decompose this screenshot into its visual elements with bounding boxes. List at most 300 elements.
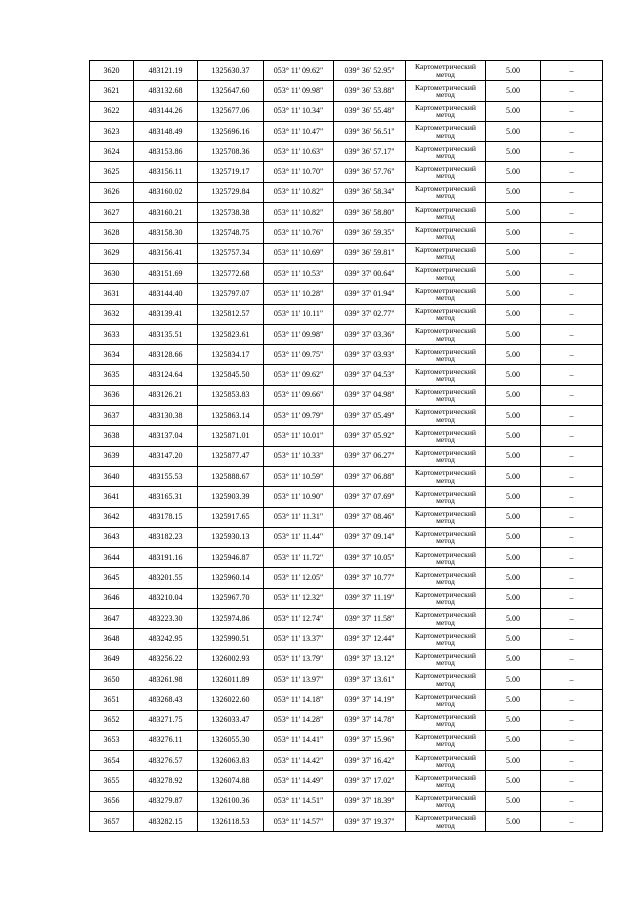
- point-number-cell: 3626: [90, 182, 134, 202]
- x-coordinate-cell: 483223.30: [134, 609, 198, 629]
- table-row: [90, 446, 603, 466]
- latitude-cell: 053° 11' 14.49": [264, 771, 334, 791]
- x-coordinate-cell: 483279.87: [134, 791, 198, 811]
- y-coordinate-cell: 1325853.83: [198, 385, 264, 405]
- method-cell: Картометрический метод: [406, 324, 486, 344]
- note-cell: –: [541, 690, 603, 710]
- x-coordinate-cell: 483135.51: [134, 324, 198, 344]
- note-cell: –: [541, 446, 603, 466]
- point-number-cell: 3627: [90, 203, 134, 223]
- table-row: [90, 730, 603, 750]
- table-row: [90, 142, 603, 162]
- longitude-cell: 039° 37' 02.77": [334, 304, 406, 324]
- accuracy-cell: 5.00: [486, 345, 541, 365]
- table-row: [90, 61, 603, 81]
- point-number-cell: 3649: [90, 649, 134, 669]
- table-row: [90, 751, 603, 771]
- point-number-cell: 3621: [90, 81, 134, 101]
- longitude-cell: 039° 36' 56.51": [334, 121, 406, 141]
- latitude-cell: 053° 11' 10.76": [264, 223, 334, 243]
- table-row: [90, 466, 603, 486]
- longitude-cell: 039° 37' 05.92": [334, 426, 406, 446]
- x-coordinate-cell: 483160.02: [134, 182, 198, 202]
- x-coordinate-cell: 483132.68: [134, 81, 198, 101]
- latitude-cell: 053° 11' 14.57": [264, 811, 334, 831]
- accuracy-cell: 5.00: [486, 142, 541, 162]
- accuracy-cell: 5.00: [486, 385, 541, 405]
- longitude-cell: 039° 37' 13.61": [334, 669, 406, 689]
- note-cell: –: [541, 406, 603, 426]
- note-cell: –: [541, 527, 603, 547]
- table-row: [90, 426, 603, 446]
- table-row: [90, 669, 603, 689]
- note-cell: –: [541, 263, 603, 283]
- x-coordinate-cell: 483147.20: [134, 446, 198, 466]
- y-coordinate-cell: 1325823.61: [198, 324, 264, 344]
- longitude-cell: 039° 36' 59.81": [334, 243, 406, 263]
- x-coordinate-cell: 483128.66: [134, 345, 198, 365]
- table-row: [90, 791, 603, 811]
- y-coordinate-cell: 1325871.01: [198, 426, 264, 446]
- method-cell: Картометрический метод: [406, 568, 486, 588]
- y-coordinate-cell: 1325903.39: [198, 487, 264, 507]
- x-coordinate-cell: 483268.43: [134, 690, 198, 710]
- table-row: [90, 527, 603, 547]
- table-row: [90, 710, 603, 730]
- latitude-cell: 053° 11' 10.82": [264, 203, 334, 223]
- accuracy-cell: 5.00: [486, 791, 541, 811]
- x-coordinate-cell: 483201.55: [134, 568, 198, 588]
- method-cell: Картометрический метод: [406, 182, 486, 202]
- table-row: [90, 223, 603, 243]
- longitude-cell: 039° 37' 06.88": [334, 466, 406, 486]
- accuracy-cell: 5.00: [486, 203, 541, 223]
- y-coordinate-cell: 1325863.14: [198, 406, 264, 426]
- accuracy-cell: 5.00: [486, 811, 541, 831]
- latitude-cell: 053° 11' 10.33": [264, 446, 334, 466]
- accuracy-cell: 5.00: [486, 243, 541, 263]
- table-row: [90, 588, 603, 608]
- latitude-cell: 053° 11' 13.79": [264, 649, 334, 669]
- note-cell: –: [541, 101, 603, 121]
- x-coordinate-cell: 483153.86: [134, 142, 198, 162]
- method-cell: Картометрический метод: [406, 365, 486, 385]
- point-number-cell: 3634: [90, 345, 134, 365]
- table-row: [90, 649, 603, 669]
- note-cell: –: [541, 182, 603, 202]
- point-number-cell: 3639: [90, 446, 134, 466]
- longitude-cell: 039° 37' 13.12": [334, 649, 406, 669]
- method-cell: Картометрический метод: [406, 771, 486, 791]
- note-cell: –: [541, 243, 603, 263]
- table-row: [90, 101, 603, 121]
- accuracy-cell: 5.00: [486, 446, 541, 466]
- longitude-cell: 039° 37' 03.93": [334, 345, 406, 365]
- longitude-cell: 039° 37' 10.05": [334, 548, 406, 568]
- point-number-cell: 3648: [90, 629, 134, 649]
- method-cell: Картометрический метод: [406, 81, 486, 101]
- accuracy-cell: 5.00: [486, 101, 541, 121]
- x-coordinate-cell: 483182.23: [134, 527, 198, 547]
- x-coordinate-cell: 483191.16: [134, 548, 198, 568]
- accuracy-cell: 5.00: [486, 466, 541, 486]
- y-coordinate-cell: 1326011.89: [198, 669, 264, 689]
- table-row: [90, 690, 603, 710]
- longitude-cell: 039° 37' 03.36": [334, 324, 406, 344]
- point-number-cell: 3637: [90, 406, 134, 426]
- method-cell: Картометрический метод: [406, 527, 486, 547]
- y-coordinate-cell: 1325772.68: [198, 263, 264, 283]
- longitude-cell: 039° 37' 11.19": [334, 588, 406, 608]
- note-cell: –: [541, 223, 603, 243]
- y-coordinate-cell: 1326100.36: [198, 791, 264, 811]
- y-coordinate-cell: 1325990.51: [198, 629, 264, 649]
- accuracy-cell: 5.00: [486, 81, 541, 101]
- table-row: [90, 304, 603, 324]
- latitude-cell: 053° 11' 12.74": [264, 609, 334, 629]
- latitude-cell: 053° 11' 11.31": [264, 507, 334, 527]
- longitude-cell: 039° 37' 15.96": [334, 730, 406, 750]
- x-coordinate-cell: 483276.11: [134, 730, 198, 750]
- accuracy-cell: 5.00: [486, 710, 541, 730]
- latitude-cell: 053° 11' 10.82": [264, 182, 334, 202]
- longitude-cell: 039° 37' 14.78": [334, 710, 406, 730]
- accuracy-cell: 5.00: [486, 426, 541, 446]
- y-coordinate-cell: 1325797.07: [198, 284, 264, 304]
- x-coordinate-cell: 483242.95: [134, 629, 198, 649]
- point-number-cell: 3638: [90, 426, 134, 446]
- method-cell: Картометрический метод: [406, 629, 486, 649]
- table-row: [90, 162, 603, 182]
- longitude-cell: 039° 37' 04.98": [334, 385, 406, 405]
- longitude-cell: 039° 37' 01.94": [334, 284, 406, 304]
- point-number-cell: 3640: [90, 466, 134, 486]
- point-number-cell: 3644: [90, 548, 134, 568]
- point-number-cell: 3628: [90, 223, 134, 243]
- note-cell: –: [541, 771, 603, 791]
- latitude-cell: 053° 11' 13.97": [264, 669, 334, 689]
- note-cell: –: [541, 548, 603, 568]
- coordinates-table: [89, 60, 603, 832]
- latitude-cell: 053° 11' 10.11": [264, 304, 334, 324]
- longitude-cell: 039° 37' 10.77": [334, 568, 406, 588]
- point-number-cell: 3643: [90, 527, 134, 547]
- point-number-cell: 3636: [90, 385, 134, 405]
- longitude-cell: 039° 37' 12.44": [334, 629, 406, 649]
- y-coordinate-cell: 1325877.47: [198, 446, 264, 466]
- x-coordinate-cell: 483210.04: [134, 588, 198, 608]
- longitude-cell: 039° 37' 14.19": [334, 690, 406, 710]
- note-cell: –: [541, 507, 603, 527]
- y-coordinate-cell: 1325708.36: [198, 142, 264, 162]
- point-number-cell: 3651: [90, 690, 134, 710]
- note-cell: –: [541, 324, 603, 344]
- y-coordinate-cell: 1325974.86: [198, 609, 264, 629]
- latitude-cell: 053° 11' 14.41": [264, 730, 334, 750]
- point-number-cell: 3654: [90, 751, 134, 771]
- x-coordinate-cell: 483282.15: [134, 811, 198, 831]
- longitude-cell: 039° 37' 08.46": [334, 507, 406, 527]
- latitude-cell: 053° 11' 10.01": [264, 426, 334, 446]
- note-cell: –: [541, 669, 603, 689]
- longitude-cell: 039° 36' 58.34": [334, 182, 406, 202]
- note-cell: –: [541, 304, 603, 324]
- note-cell: –: [541, 568, 603, 588]
- table-row: [90, 284, 603, 304]
- method-cell: Картометрический метод: [406, 730, 486, 750]
- latitude-cell: 053° 11' 12.32": [264, 588, 334, 608]
- table-row: [90, 487, 603, 507]
- y-coordinate-cell: 1325812.57: [198, 304, 264, 324]
- note-cell: –: [541, 203, 603, 223]
- x-coordinate-cell: 483156.11: [134, 162, 198, 182]
- method-cell: Картометрический метод: [406, 304, 486, 324]
- note-cell: –: [541, 751, 603, 771]
- method-cell: Картометрический метод: [406, 669, 486, 689]
- method-cell: Картометрический метод: [406, 345, 486, 365]
- x-coordinate-cell: 483137.04: [134, 426, 198, 446]
- y-coordinate-cell: 1326022.60: [198, 690, 264, 710]
- x-coordinate-cell: 483256.22: [134, 649, 198, 669]
- point-number-cell: 3623: [90, 121, 134, 141]
- latitude-cell: 053° 11' 10.90": [264, 487, 334, 507]
- accuracy-cell: 5.00: [486, 284, 541, 304]
- latitude-cell: 053° 11' 09.75": [264, 345, 334, 365]
- y-coordinate-cell: 1326118.53: [198, 811, 264, 831]
- method-cell: Картометрический метод: [406, 690, 486, 710]
- table-row: [90, 811, 603, 831]
- method-cell: Картометрический метод: [406, 263, 486, 283]
- latitude-cell: 053° 11' 09.98": [264, 324, 334, 344]
- point-number-cell: 3642: [90, 507, 134, 527]
- longitude-cell: 039° 36' 52.95": [334, 61, 406, 81]
- longitude-cell: 039° 36' 58.80": [334, 203, 406, 223]
- latitude-cell: 053° 11' 10.63": [264, 142, 334, 162]
- accuracy-cell: 5.00: [486, 507, 541, 527]
- y-coordinate-cell: 1325677.06: [198, 101, 264, 121]
- x-coordinate-cell: 483148.49: [134, 121, 198, 141]
- x-coordinate-cell: 483144.26: [134, 101, 198, 121]
- latitude-cell: 053° 11' 09.98": [264, 81, 334, 101]
- method-cell: Картометрический метод: [406, 385, 486, 405]
- y-coordinate-cell: 1326055.30: [198, 730, 264, 750]
- table-row: [90, 263, 603, 283]
- latitude-cell: 053° 11' 12.05": [264, 568, 334, 588]
- x-coordinate-cell: 483151.69: [134, 263, 198, 283]
- accuracy-cell: 5.00: [486, 609, 541, 629]
- x-coordinate-cell: 483144.40: [134, 284, 198, 304]
- point-number-cell: 3647: [90, 609, 134, 629]
- table-row: [90, 365, 603, 385]
- latitude-cell: 053° 11' 09.62": [264, 61, 334, 81]
- longitude-cell: 039° 37' 17.02": [334, 771, 406, 791]
- point-number-cell: 3650: [90, 669, 134, 689]
- x-coordinate-cell: 483130.38: [134, 406, 198, 426]
- x-coordinate-cell: 483276.57: [134, 751, 198, 771]
- method-cell: Картометрический метод: [406, 507, 486, 527]
- y-coordinate-cell: 1326063.83: [198, 751, 264, 771]
- y-coordinate-cell: 1326074.88: [198, 771, 264, 791]
- table-body: [90, 61, 603, 832]
- x-coordinate-cell: 483261.98: [134, 669, 198, 689]
- method-cell: Картометрический метод: [406, 649, 486, 669]
- longitude-cell: 039° 37' 18.39": [334, 791, 406, 811]
- point-number-cell: 3631: [90, 284, 134, 304]
- note-cell: –: [541, 649, 603, 669]
- point-number-cell: 3624: [90, 142, 134, 162]
- accuracy-cell: 5.00: [486, 223, 541, 243]
- accuracy-cell: 5.00: [486, 649, 541, 669]
- longitude-cell: 039° 37' 19.37": [334, 811, 406, 831]
- note-cell: –: [541, 81, 603, 101]
- table-row: [90, 81, 603, 101]
- y-coordinate-cell: 1325917.65: [198, 507, 264, 527]
- table-row: [90, 324, 603, 344]
- note-cell: –: [541, 609, 603, 629]
- point-number-cell: 3646: [90, 588, 134, 608]
- x-coordinate-cell: 483139.41: [134, 304, 198, 324]
- note-cell: –: [541, 629, 603, 649]
- accuracy-cell: 5.00: [486, 162, 541, 182]
- note-cell: –: [541, 365, 603, 385]
- accuracy-cell: 5.00: [486, 406, 541, 426]
- method-cell: Картометрический метод: [406, 406, 486, 426]
- longitude-cell: 039° 37' 05.49": [334, 406, 406, 426]
- latitude-cell: 053° 11' 11.72": [264, 548, 334, 568]
- note-cell: –: [541, 811, 603, 831]
- point-number-cell: 3622: [90, 101, 134, 121]
- y-coordinate-cell: 1325960.14: [198, 568, 264, 588]
- point-number-cell: 3653: [90, 730, 134, 750]
- note-cell: –: [541, 162, 603, 182]
- latitude-cell: 053° 11' 09.79": [264, 406, 334, 426]
- point-number-cell: 3655: [90, 771, 134, 791]
- latitude-cell: 053° 11' 14.18": [264, 690, 334, 710]
- latitude-cell: 053° 11' 09.62": [264, 365, 334, 385]
- table-row: [90, 345, 603, 365]
- table-row: [90, 629, 603, 649]
- latitude-cell: 053° 11' 14.42": [264, 751, 334, 771]
- longitude-cell: 039° 37' 00.64": [334, 263, 406, 283]
- point-number-cell: 3652: [90, 710, 134, 730]
- y-coordinate-cell: 1325729.84: [198, 182, 264, 202]
- table-row: [90, 182, 603, 202]
- table-row: [90, 548, 603, 568]
- latitude-cell: 053° 11' 11.44": [264, 527, 334, 547]
- method-cell: Картометрический метод: [406, 710, 486, 730]
- method-cell: Картометрический метод: [406, 811, 486, 831]
- longitude-cell: 039° 36' 57.17": [334, 142, 406, 162]
- note-cell: –: [541, 61, 603, 81]
- latitude-cell: 053° 11' 10.70": [264, 162, 334, 182]
- y-coordinate-cell: 1325845.50: [198, 365, 264, 385]
- y-coordinate-cell: 1326002.93: [198, 649, 264, 669]
- longitude-cell: 039° 36' 55.48": [334, 101, 406, 121]
- note-cell: –: [541, 588, 603, 608]
- note-cell: –: [541, 791, 603, 811]
- point-number-cell: 3656: [90, 791, 134, 811]
- point-number-cell: 3641: [90, 487, 134, 507]
- longitude-cell: 039° 37' 09.14": [334, 527, 406, 547]
- note-cell: –: [541, 487, 603, 507]
- y-coordinate-cell: 1326033.47: [198, 710, 264, 730]
- latitude-cell: 053° 11' 10.53": [264, 263, 334, 283]
- accuracy-cell: 5.00: [486, 669, 541, 689]
- longitude-cell: 039° 36' 59.35": [334, 223, 406, 243]
- note-cell: –: [541, 730, 603, 750]
- method-cell: Картометрический метод: [406, 142, 486, 162]
- accuracy-cell: 5.00: [486, 751, 541, 771]
- table-row: [90, 609, 603, 629]
- table-row: [90, 203, 603, 223]
- note-cell: –: [541, 142, 603, 162]
- method-cell: Картометрический метод: [406, 162, 486, 182]
- note-cell: –: [541, 284, 603, 304]
- point-number-cell: 3633: [90, 324, 134, 344]
- method-cell: Картометрический метод: [406, 446, 486, 466]
- y-coordinate-cell: 1325888.67: [198, 466, 264, 486]
- y-coordinate-cell: 1325719.17: [198, 162, 264, 182]
- latitude-cell: 053° 11' 09.66": [264, 385, 334, 405]
- accuracy-cell: 5.00: [486, 690, 541, 710]
- accuracy-cell: 5.00: [486, 730, 541, 750]
- accuracy-cell: 5.00: [486, 365, 541, 385]
- accuracy-cell: 5.00: [486, 61, 541, 81]
- x-coordinate-cell: 483155.53: [134, 466, 198, 486]
- y-coordinate-cell: 1325757.34: [198, 243, 264, 263]
- method-cell: Картометрический метод: [406, 588, 486, 608]
- accuracy-cell: 5.00: [486, 588, 541, 608]
- x-coordinate-cell: 483126.21: [134, 385, 198, 405]
- y-coordinate-cell: 1325647.60: [198, 81, 264, 101]
- latitude-cell: 053° 11' 14.28": [264, 710, 334, 730]
- y-coordinate-cell: 1325696.16: [198, 121, 264, 141]
- longitude-cell: 039° 37' 11.58": [334, 609, 406, 629]
- table-row: [90, 406, 603, 426]
- y-coordinate-cell: 1325946.87: [198, 548, 264, 568]
- latitude-cell: 053° 11' 10.47": [264, 121, 334, 141]
- latitude-cell: 053° 11' 10.59": [264, 466, 334, 486]
- x-coordinate-cell: 483271.75: [134, 710, 198, 730]
- y-coordinate-cell: 1325967.70: [198, 588, 264, 608]
- method-cell: Картометрический метод: [406, 609, 486, 629]
- x-coordinate-cell: 483160.21: [134, 203, 198, 223]
- accuracy-cell: 5.00: [486, 121, 541, 141]
- table-row: [90, 507, 603, 527]
- table-row: [90, 121, 603, 141]
- note-cell: –: [541, 121, 603, 141]
- method-cell: Картометрический метод: [406, 61, 486, 81]
- x-coordinate-cell: 483158.30: [134, 223, 198, 243]
- method-cell: Картометрический метод: [406, 284, 486, 304]
- point-number-cell: 3645: [90, 568, 134, 588]
- table-row: [90, 385, 603, 405]
- longitude-cell: 039° 37' 04.53": [334, 365, 406, 385]
- accuracy-cell: 5.00: [486, 771, 541, 791]
- latitude-cell: 053° 11' 10.28": [264, 284, 334, 304]
- latitude-cell: 053° 11' 10.69": [264, 243, 334, 263]
- latitude-cell: 053° 11' 13.37": [264, 629, 334, 649]
- longitude-cell: 039° 36' 53.88": [334, 81, 406, 101]
- accuracy-cell: 5.00: [486, 304, 541, 324]
- method-cell: Картометрический метод: [406, 548, 486, 568]
- method-cell: Картометрический метод: [406, 751, 486, 771]
- y-coordinate-cell: 1325748.75: [198, 223, 264, 243]
- method-cell: Картометрический метод: [406, 223, 486, 243]
- method-cell: Картометрический метод: [406, 121, 486, 141]
- note-cell: –: [541, 466, 603, 486]
- y-coordinate-cell: 1325834.17: [198, 345, 264, 365]
